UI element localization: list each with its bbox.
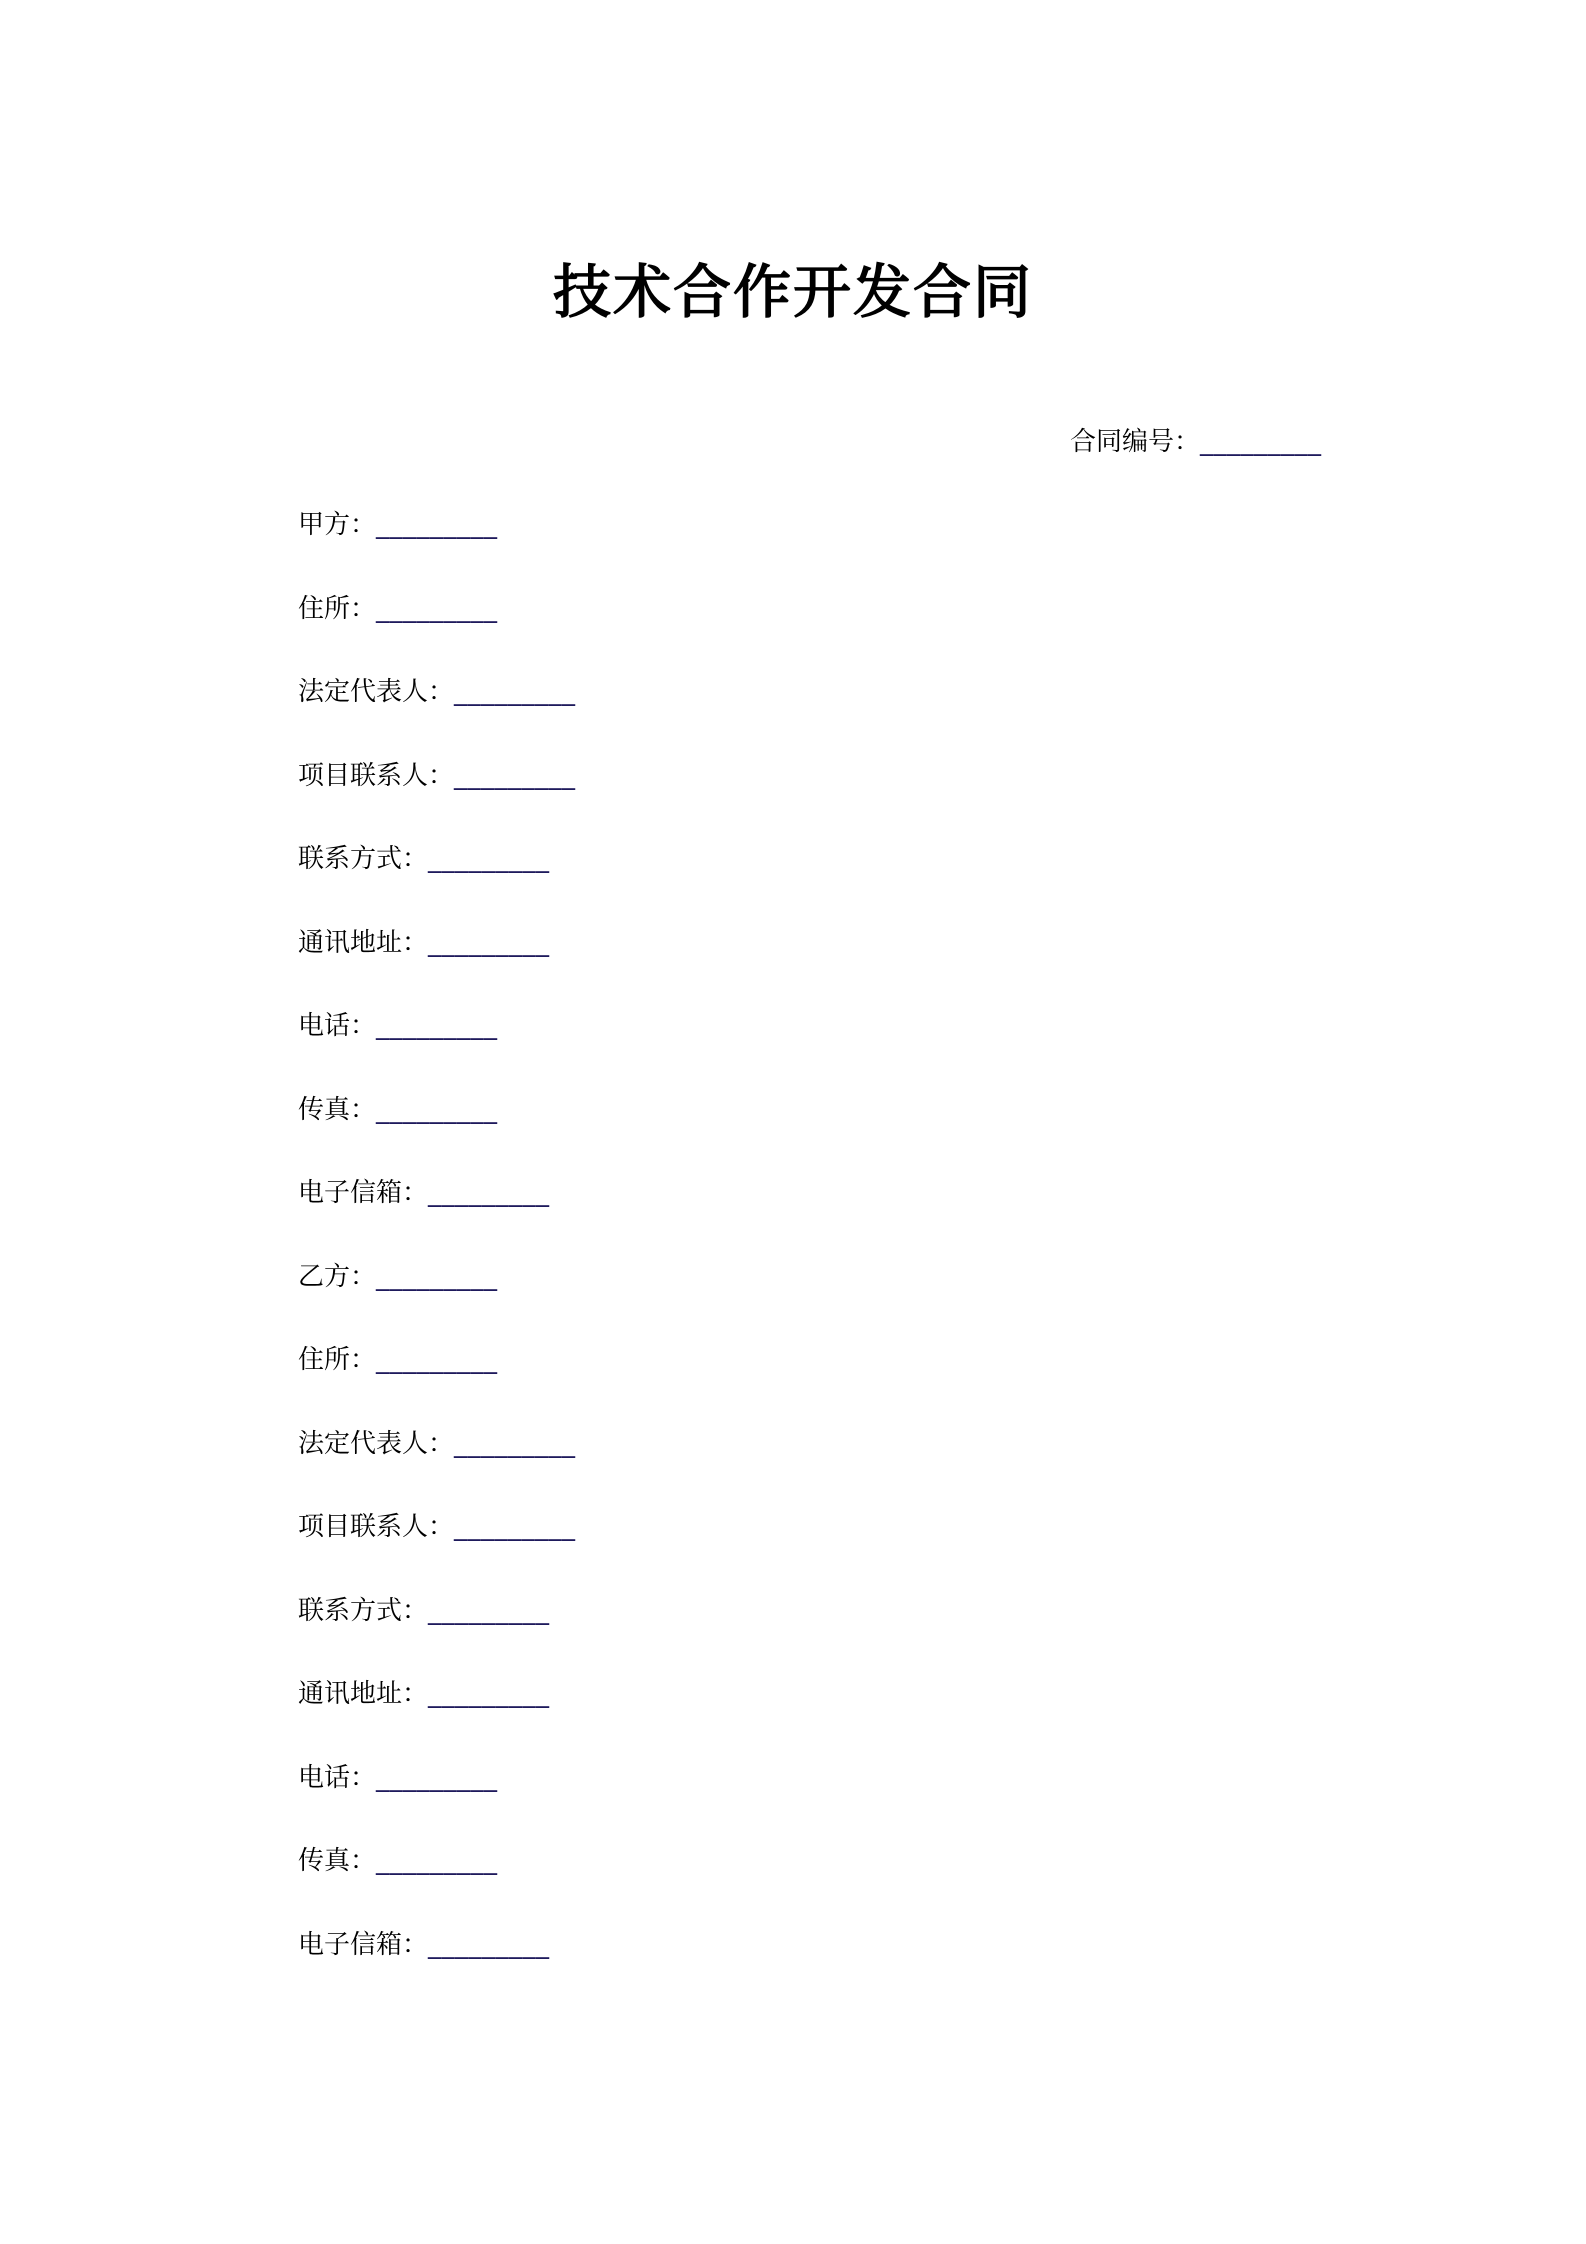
field-label: 联系方式： [298,844,429,874]
field-blank[interactable]: _________ [454,1428,576,1459]
field-party-b-address [298,1340,576,1424]
field-party-a-mailing-address [298,923,576,1007]
field-party-b-fax [298,1841,576,1925]
field-party-b-legal-rep [298,1424,576,1508]
field-blank[interactable]: _________ [428,1178,550,1208]
field-party-b-contact-method [298,1591,576,1675]
field-blank[interactable]: _________ [428,1929,550,1960]
document-title: 技术合作开发合同 [552,258,1033,326]
field-blank[interactable]: _________ [376,1261,498,1292]
field-blank[interactable]: _________ [376,1762,498,1793]
field-label: 通讯地址： [298,1679,429,1709]
field-blank[interactable]: _________ [428,1679,550,1709]
field-blank[interactable]: _________ [376,510,498,540]
field-label: 法定代表人： [298,1428,455,1459]
field-party-a-phone [298,1006,576,1090]
field-label: 电子信箱： [298,1178,429,1208]
field-party-b [298,1257,576,1341]
contract-number-line [1070,422,1322,462]
field-blank[interactable]: _________ [376,1345,498,1375]
field-label: 住所： [298,1345,377,1375]
field-label: 传真： [298,1846,377,1876]
field-label: 电子信箱： [298,1929,429,1960]
field-label: 法定代表人： [298,677,455,707]
field-party-a-project-contact [298,756,576,840]
field-blank[interactable]: _________ [454,1512,576,1542]
field-party-a-legal-rep [298,672,576,756]
field-party-b-phone [298,1758,576,1842]
field-blank[interactable]: _________ [454,760,576,791]
field-label: 传真： [298,1094,377,1125]
field-blank[interactable]: _________ [376,593,498,624]
field-blank[interactable]: _________ [454,677,576,707]
field-blank[interactable]: _________ [376,1011,498,1041]
field-blank[interactable]: _________ [428,927,550,958]
field-party-a-contact-method [298,839,576,923]
field-label: 通讯地址： [298,927,429,958]
field-party-a [298,505,576,589]
field-party-b-project-contact [298,1507,576,1591]
field-blank[interactable]: _________ [376,1846,498,1876]
field-label: 电话： [298,1762,377,1793]
field-blank[interactable]: _________ [428,1595,550,1626]
contract-number-label: 合同编号： [1070,427,1201,457]
field-party-b-email [298,1925,576,2009]
field-blank[interactable]: _________ [376,1094,498,1125]
field-label: 联系方式： [298,1595,429,1626]
field-party-a-email [298,1173,576,1257]
field-label: 甲方： [298,510,377,540]
field-party-a-address [298,589,576,673]
field-label: 乙方： [298,1261,377,1292]
field-label: 项目联系人： [298,1512,455,1542]
field-label: 项目联系人： [298,760,455,791]
field-label: 电话： [298,1011,377,1041]
party-fields [298,505,576,2008]
field-blank[interactable]: _________ [428,844,550,874]
field-label: 住所： [298,593,377,624]
field-party-b-mailing-address [298,1674,576,1758]
field-party-a-fax [298,1090,576,1174]
contract-number-blank[interactable]: _________ [1200,427,1322,457]
